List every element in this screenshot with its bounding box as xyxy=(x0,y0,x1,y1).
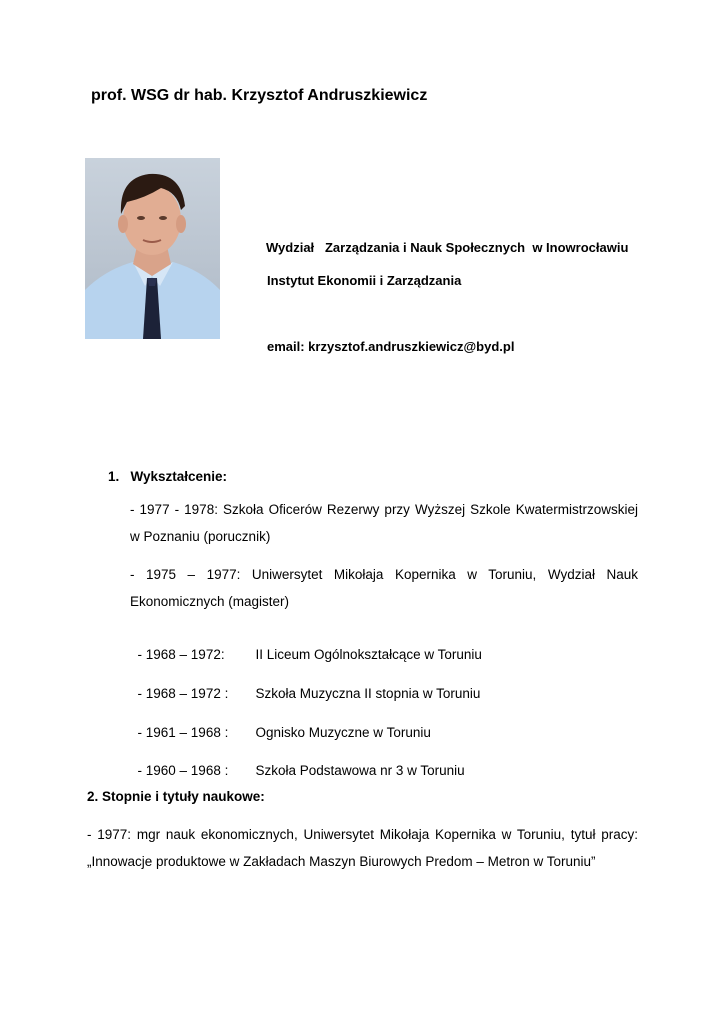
education-school: Szkoła Podstawowa nr 3 w Toruniu xyxy=(255,763,465,778)
email-address: email: krzysztof.andruszkiewicz@byd.pl xyxy=(267,339,515,354)
education-entry: - 1977 - 1978: Szkoła Oficerów Rezerwy przy Wyższej Szkole Kwatermistrzowskiej w Poznaniu (porucznik) xyxy=(130,502,638,544)
education-row xyxy=(130,632,482,662)
education-years: - 1968 – 1972 : xyxy=(137,686,229,701)
education-school: II Liceum Ogólnokształcące w Toruniu xyxy=(255,647,482,662)
education-school: Szkoła Muzyczna II stopnia w Toruniu xyxy=(255,686,481,701)
education-years: - 1961 – 1968 : xyxy=(137,725,229,740)
portrait-photo xyxy=(85,158,220,339)
degrees-heading: 2. Stopnie i tytuły naukowe: xyxy=(87,789,265,804)
education-school: Ognisko Muzyczne w Toruniu xyxy=(255,725,431,740)
education-row xyxy=(130,671,480,701)
education-years: - 1968 – 1972: xyxy=(137,647,225,662)
institute-name: Instytut Ekonomii i Zarządzania xyxy=(267,273,462,288)
education-entry: - 1975 – 1977: Uniwersytet Mikołaja Kopernika w Toruniu, Wydział Nauk Ekonomicznych (magister) xyxy=(130,567,638,609)
education-row xyxy=(130,748,465,778)
education-years: - 1960 – 1968 : xyxy=(137,763,229,778)
education-heading: 1. Wykształcenie: xyxy=(108,469,228,484)
education-row xyxy=(130,710,431,740)
faculty-name: Wydział Zarządzania i Nauk Społecznych w Inowrocławiu xyxy=(266,240,629,255)
degrees-entry: - 1977: mgr nauk ekonomicznych, Uniwersytet Mikołaja Kopernika w Toruniu, tytuł pracy: „Innowacje produktowe w Zakładach Maszyn Biurowych Predom – Metron w Toruniu” xyxy=(87,827,638,869)
page-title: prof. WSG dr hab. Krzysztof Andruszkiewicz xyxy=(91,87,428,104)
